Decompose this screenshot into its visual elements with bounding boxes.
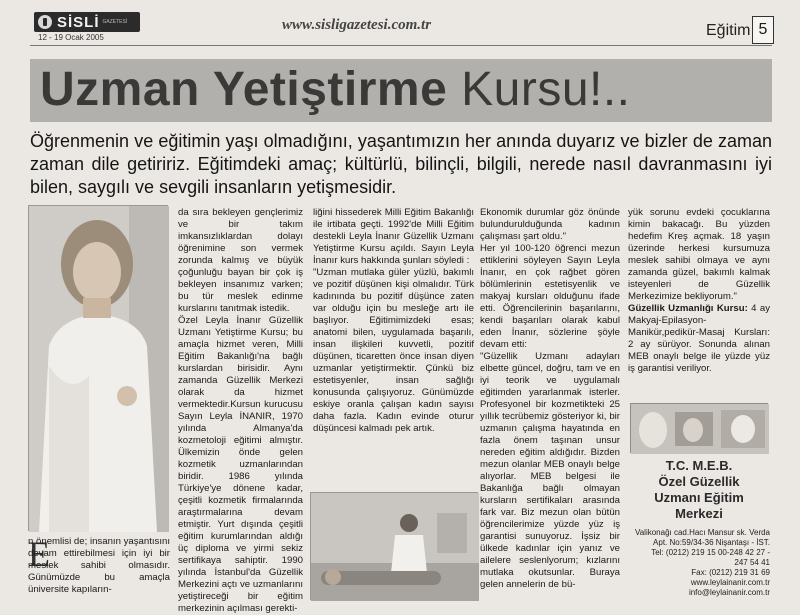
treatment-photo (310, 492, 478, 600)
article-opening (28, 536, 170, 600)
headline (40, 62, 631, 118)
page-number: 5 (752, 16, 774, 44)
ad-title-line: Özel Güzellik (658, 474, 740, 489)
article-paragraph: yük sorunu evdeki çocuklarına kimin bakacağı. Bu yüzden hedefim Kreş açmak. 18 yaşın üzerinde herkesi kursumuza meslek sahibi olmaya ve aynı zamanda güzel, bakımlı kalmak isteyenleri de Güzellik Merkezimize bekliyorum." (628, 207, 770, 302)
ad-address-line: Apt. No:59/34-36 Nişantaşı - İST. (653, 538, 770, 547)
portrait-illustration (29, 206, 169, 532)
ad-email: info@leylainanir.com.tr (688, 588, 770, 597)
ad-address-line: Valikonağı cad.Hacı Mansur sk. Verda (634, 528, 770, 537)
header-divider (30, 45, 772, 46)
article-quote: "Güzellik Uzmanı adayları elbette güncel, doğru, tam ve en iyi teorik ve uygulamalı eğitimden yararlanmak isterler. Profesyonel bir kozmetikteki 25 yıllık tecrübemiz gösteriyor ki, bir uzmanın çalışma hayatında en fazla önem taşınan unsur nereden eğitim aldığıdır. Bizden mezun olanlar MEB onaylı belge alıyorlar. MEB belgesi ile Bakanlığa bağlı olmayan kursların sertifikaları arasında fark var. Biz mezun olan bütün öğrencilerimize yüzde yüz iş garantisi sunuyoruz. İşsiz bir ülkede kadınlar için yanız ve ailelere seslenlyorum; kızlarını mutlaka okutsunlar. Buraya gelen annelerin de bü- (480, 351, 620, 590)
ad-title-line: T.C. M.E.B. (665, 458, 733, 473)
article-paragraph: Her yıl 100-120 öğrenci mezun ettiklerini söyleyen Sayın Leyla İnanır, en çok rağbet gören bölümlerinin estetisyenlik ve makyaj kursları olduğunu ifade etti. Öğrencilerinin başarılarını, kendi başarıları olarak kabul eden İnanır, sözlerine şöyle devam etti: (480, 243, 620, 350)
article-column-3 (480, 207, 620, 600)
ad-title (628, 458, 770, 522)
ad-title-line: Merkezi (675, 506, 723, 521)
logo-subtitle: GAZETESİ (102, 19, 128, 25)
headline-light: Kursu!.. (447, 63, 631, 116)
article-paragraph: n önemlisi de; insanın yaşantısını devam ettirebilmesi için iyi bir meslek sahibi olmasıdır. Günümüzde bu amaçla üniversite kapıların- (28, 536, 170, 595)
headline-strong: Uzman Yetiştirme (40, 63, 448, 116)
article-column-1 (178, 207, 303, 614)
treatment-illustration (311, 493, 479, 601)
ad-title-line: Uzmanı Eğitim (654, 490, 744, 505)
drop-cap: E (28, 534, 50, 574)
newspaper-logo (34, 12, 140, 32)
article-paragraph: Ekonomik durumlar göz önünde bulundurulduğunda kadının çalışması şart oldu." (480, 207, 620, 242)
course-info-text: 4 ay Makyaj-Epilasyon-Manikür,pedikür-Masaj Kursları: 2 ay sürüyor. Sonunda alınan MEB onaylı belge ile yüzde yüz iş garantisi veriliyor. (628, 303, 770, 374)
course-info (628, 303, 770, 375)
ad-phone: Tel: (0212) 219 15 00-248 42 27 - (651, 548, 770, 557)
lead-paragraph: Öğrenmenin ve eğitimin yaşı olmadığını, yaşantımızın her anında duyarız ve bizler de zaman zaman dile getiririz. Eğitimdeki amaç; kültürlü, bilinçli, bilgili, nerede nasıl davranmasını iyi bilen, saygılı ve sevgili insanların yetişmesidir. (30, 131, 772, 197)
logo-emblem-icon (38, 15, 52, 29)
course-info-label: Güzellik Uzmanlığı Kursu: (628, 303, 748, 314)
portrait-photo (28, 205, 168, 531)
ad-fax: Fax: (0212) 219 31 69 (691, 568, 770, 577)
logo-text: SİSLİ (57, 13, 100, 31)
ad-address (626, 528, 770, 598)
issue-date: 12 - 19 Ocak 2005 (38, 33, 104, 42)
article-paragraph: Özel Leyla İnanır Güzellik Uzmanı Yetiştirme Kursu; bu amaçla hizmet veren, Milli Eğitim Bakanlığı'na bağlı kurslardan birisidir. Aynı zamanda Güzellik Merkezi olarak da hizmet vermektedir.Kursun kurucusu Sayın Leyla İNANIR, 1970 yılında Almanya'da kozmetoloji eğitimi almıştır. Ülkemizin önde gelen kozmetik uzmanlarından biridir. 1986 yılında Türkiye'ye dönene kadar, çeşitli kozmetik firmalarında araştırmalarına devam etmiştir. Yurt dışında çeşitli eğitim kurumlarından aldığı üç diploma ve yirmi sekiz sertifikaya sahiptir. 1990 yılında İstanbul'da Güzellik Merkezini açtı ve uzmanlarını yetiştireceği bir eğitim merkezinin açılması gerekti- (178, 315, 303, 614)
section-name: Eğitim (706, 22, 751, 39)
website-url: www.sisligazetesi.com.tr (282, 17, 432, 33)
article-paragraph: da sıra bekleyen gençlerimiz ve bir takım imkansızlıklardan dolayı öğrenimine son vermek zorunda kalmış ve büyük çoğunluğu bayan bir çok iş bekleyen insanımız varken; bu tür meslek edinme kurslarını tanıtmak istedik. (178, 207, 303, 314)
ad-illustration (631, 404, 769, 454)
article-paragraph: liğini hissederek Milli Eğitim Bakanlığı ile irtibata geçti. 1992'de Milli Eğitim destekli Leyla İnanır Güzellik Uzmanı Yetiştirme Kursu açıldı. Sayın Leyla İnanır kurs hakkında şunları söyledi : (313, 207, 474, 266)
ad-phone: 247 54 41 (734, 558, 770, 567)
article-column-4 (628, 207, 770, 397)
article-quote: "Uzman mutlaka güler yüzlü, bakımlı ve pozitif düşünen kişi olmalıdır. Türk kadınında bu pozitif düşünce zaten var olduğu için bu mesleğe artı ile başlıyor. Eğitimimizdeki esas; anatomi bilen, uygulamada başarılı, insan ilişkileri kuvvetli, pozitif düşünen, ticaretten önce insan diyen uzmanlar yetiştirmektir. Çünkü biz estetisyenler, insan sağlığı konusunda çalışıyoruz. Günümüzde eskiye oranla çalışan kadın sayısı daha fazla. Kadın evinde oturur düşüncesi kalmadı pek artık. (313, 267, 474, 434)
ad-photo-strip (630, 403, 768, 453)
ad-website: www.leylainanir.com.tr (690, 578, 770, 587)
article-column-2 (313, 207, 474, 490)
